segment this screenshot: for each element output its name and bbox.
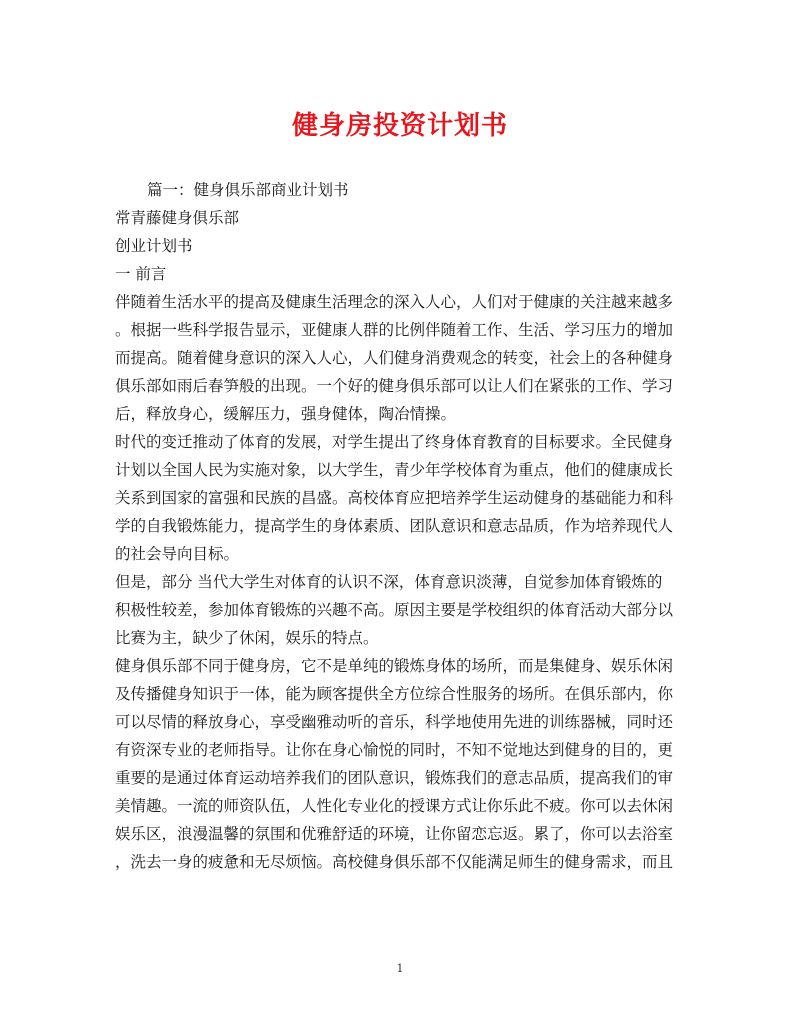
text-line: 重要的是通过体育运动培养我们的团队意识，锻炼我们的意志品质，提高我们的审 [115, 769, 674, 787]
text-line: 有资深专业的老师指导。让你在身心愉悦的同时，不知不觉地达到健身的目的，更 [115, 741, 674, 759]
text-line: 。根据一些科学报告显示，亚健康人群的比例伴随着工作、生活、学习压力的增加 [115, 321, 674, 339]
text-line: 伴随着生活水平的提高及健康生活理念的深入人心，人们对于健康的关注越来越多 [115, 293, 674, 311]
text-line: 学的自我锻炼能力，提高学生的身体素质、团队意识和意志品质，作为培养现代人 [115, 517, 674, 535]
text-line: 关系到国家的富强和民族的昌盛。高校体育应把培养学生运动健身的基础能力和科 [115, 489, 674, 507]
text-line: 的社会导向目标。 [115, 545, 240, 563]
document-title: 健身房投资计划书 [291, 111, 508, 141]
page-number: 1 [396, 962, 404, 975]
text-line: 而提高。随着健身意识的深入人心，人们健身消费观念的转变，社会上的各种健身 [115, 349, 674, 367]
text-line: 但是，部分 当代大学生对体育的认识不深，体育意识淡薄，自觉参加体育锻炼的 [115, 573, 663, 591]
section-heading: 篇一：健身俱乐部商业计划书 [147, 181, 349, 199]
text-line: 计划以全国人民为实施对象，以大学生，青少年学校体育为重点，他们的健康成长 [115, 461, 674, 479]
text-line: 一 前言 [115, 265, 167, 283]
text-line: 俱乐部如雨后春笋般的出现。一个好的健身俱乐部可以让人们在紧张的工作、学习 [115, 377, 674, 395]
text-line: 健身俱乐部不同于健身房，它不是单纯的锻炼身体的场所，而是集健身、娱乐休闲 [115, 657, 674, 675]
text-line: 时代的变迁推动了体育的发展，对学生提出了终身体育教育的目标要求。全民健身 [115, 433, 674, 451]
text-line: 常青藤健身俱乐部 [115, 209, 240, 227]
text-line: 积极性较差，参加体育锻炼的兴趣不高。原因主要是学校组织的体育活动大部分以 [115, 601, 674, 619]
text-line: ，洗去一身的疲惫和无尽烦恼。高校健身俱乐部不仅能满足师生的健身需求，而且 [115, 853, 674, 871]
text-line: 可以尽情的释放身心，享受幽雅动听的音乐，科学地使用先进的训练器械，同时还 [115, 713, 674, 731]
text-line: 及传播健身知识于一体，能为顾客提供全方位综合性服务的场所。在俱乐部内，你 [115, 685, 674, 703]
text-line: 娱乐区，浪漫温馨的氛围和优雅舒适的环境，让你留恋忘返。累了，你可以去浴室 [115, 825, 674, 843]
text-line: 比赛为主，缺少了休闲，娱乐的特点。 [115, 629, 379, 647]
text-line: 后，释放身心，缓解压力，强身健体，陶冶情操。 [115, 405, 457, 423]
document-body [115, 176, 695, 876]
text-line: 美情趣。一流的师资队伍，人性化专业化的授课方式让你乐此不疲。你可以去休闲 [115, 797, 674, 815]
text-line: 创业计划书 [115, 237, 193, 255]
